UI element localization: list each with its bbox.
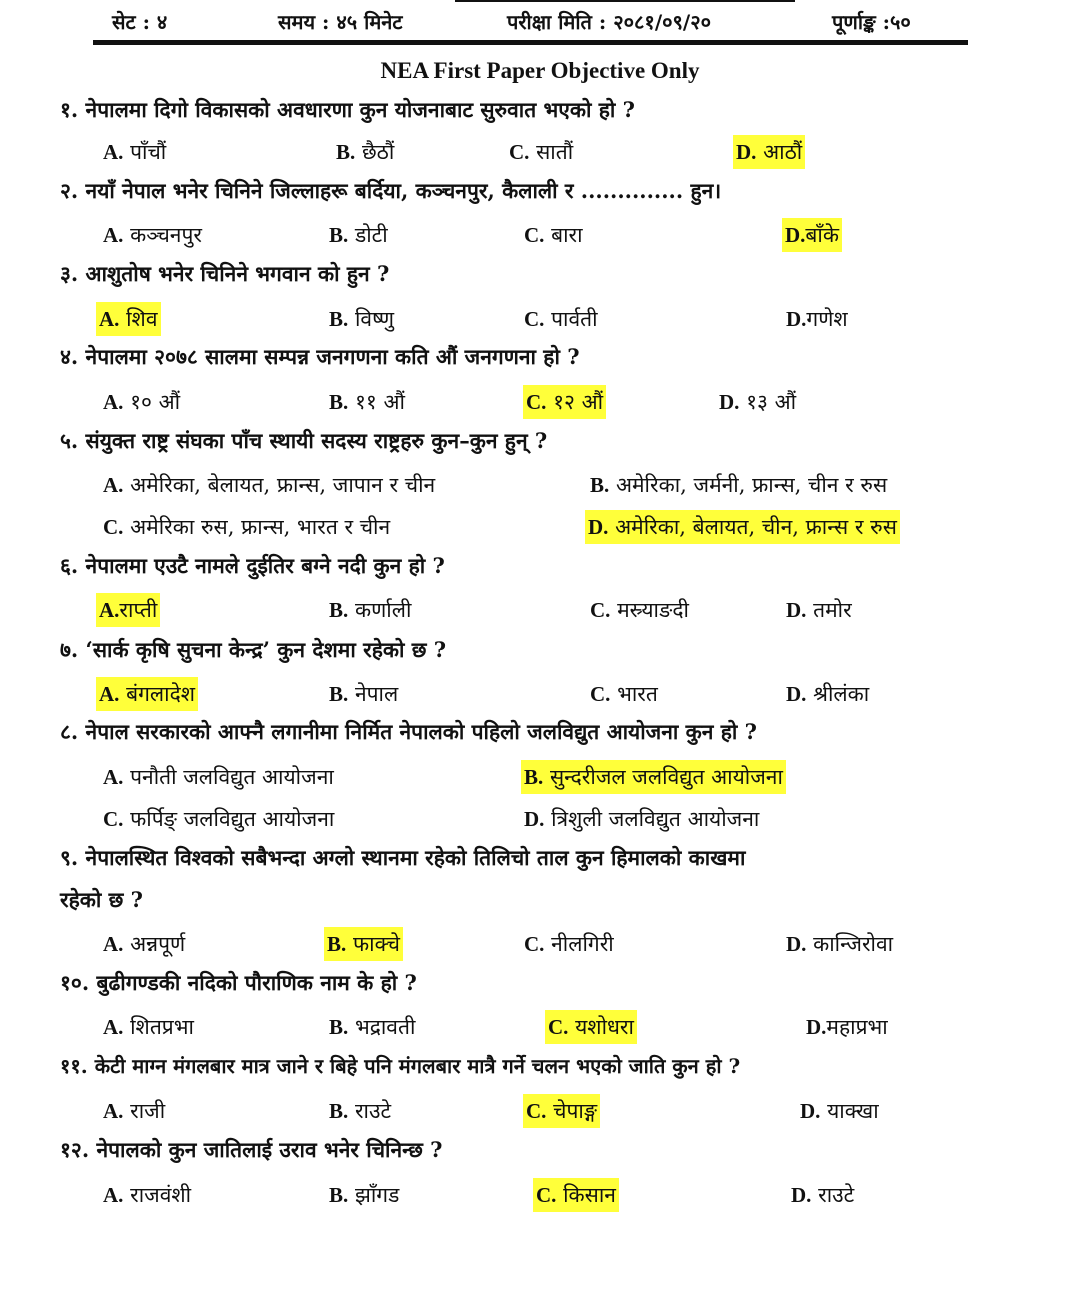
q10-option-b (326, 1010, 418, 1044)
option-letter: D. (786, 682, 807, 706)
option-letter: D. (719, 390, 740, 414)
set-label: सेट : ४ (112, 10, 168, 34)
option-text: सुन्दरीजल जलविद्युत आयोजना (549, 765, 783, 789)
q12-option-d (788, 1178, 857, 1212)
option-letter: B. (590, 473, 610, 497)
question-9: ९. नेपालस्थित विश्वको सबैभन्दा अग्लो स्थानमा रहेको तिलिचो ताल कुन हिमालको काखमा (60, 845, 746, 870)
option-letter: D. (791, 1183, 812, 1207)
option-letter: D. (800, 1099, 821, 1123)
q1-option-b (333, 135, 397, 169)
option-text: श्रीलंका (813, 682, 870, 706)
option-letter: A. (99, 598, 120, 622)
option-text: पार्वती (551, 307, 598, 331)
option-text: १२ औं (553, 390, 604, 414)
option-letter: C. (524, 223, 545, 247)
option-text: राजवंशी (130, 1183, 192, 1207)
option-letter: C. (524, 932, 545, 956)
q2-option-d-answer (782, 218, 842, 252)
option-letter: C. (103, 807, 124, 831)
q7-option-d (783, 677, 872, 711)
q3-option-a-answer (96, 302, 161, 336)
option-letter: B. (329, 223, 349, 247)
q5-option-a (100, 468, 438, 502)
option-letter: A. (99, 682, 120, 706)
option-text: तमोर (813, 598, 852, 622)
option-letter: A. (103, 1099, 124, 1123)
q2-option-c (521, 218, 586, 252)
question-7: ७. ‘सार्क कृषि सुचना केन्द्र’ कुन देशमा रहेको छ ? (60, 637, 447, 662)
option-letter: C. (524, 307, 545, 331)
option-text: आठौं (763, 140, 803, 164)
q4-option-a (100, 385, 183, 419)
option-text: बाँके (805, 223, 839, 247)
q6-option-b (326, 593, 414, 627)
q9-option-b-answer (324, 927, 403, 961)
q11-option-b (326, 1094, 394, 1128)
option-text: किसान (563, 1183, 616, 1207)
q6-option-a-answer (96, 593, 160, 627)
option-letter: D. (786, 307, 807, 331)
exam-date-label: परीक्षा मिति : २०८१/०९/२० (507, 10, 712, 34)
option-text: भारत (617, 682, 658, 706)
option-text: कर्णाली (354, 598, 412, 622)
option-letter: B. (329, 1099, 349, 1123)
option-text: चेपाङ्ग (553, 1099, 598, 1123)
option-text: फर्पिङ् जलविद्युत आयोजना (130, 807, 335, 831)
option-text: सातौं (536, 140, 574, 164)
option-letter: A. (103, 390, 124, 414)
q5-option-d-answer (585, 510, 900, 544)
q3-option-d (783, 302, 851, 336)
option-text: अमेरिका, बेलायत, फ्रान्स, जापान र चीन (130, 473, 436, 497)
option-letter: C. (526, 1099, 547, 1123)
option-letter: C. (103, 515, 124, 539)
option-text: राजी (130, 1099, 166, 1123)
q8-option-d (521, 802, 762, 836)
option-letter: A. (103, 473, 124, 497)
q9-option-c (521, 927, 617, 961)
option-letter: A. (103, 932, 124, 956)
option-text: अन्नपूर्ण (130, 932, 186, 956)
question-9-continued: रहेको छ ? (60, 887, 143, 912)
option-letter: A. (103, 1183, 124, 1207)
option-text: याक्खा (827, 1099, 879, 1123)
option-letter: C. (509, 140, 530, 164)
option-text: राउटे (818, 1183, 855, 1207)
option-text: १० औं (130, 390, 181, 414)
option-letter: D. (786, 932, 807, 956)
q1-option-a (100, 135, 169, 169)
q10-option-a (100, 1010, 197, 1044)
option-letter: B. (336, 140, 356, 164)
question-6: ६. नेपालमा एउटै नामले दुईतिर बग्ने नदी कुन हो ? (60, 553, 445, 578)
option-text: पनौती जलविद्युत आयोजना (130, 765, 334, 789)
q10-option-c-answer (545, 1010, 637, 1044)
option-letter: D. (588, 515, 609, 539)
option-letter: D. (736, 140, 757, 164)
q9-option-a (100, 927, 188, 961)
q8-option-a (100, 760, 337, 794)
option-letter: B. (329, 1015, 349, 1039)
option-letter: A. (103, 140, 124, 164)
question-3: ३. आशुतोष भनेर चिनिने भगवान को हुन ? (60, 261, 390, 286)
option-letter: C. (526, 390, 547, 414)
option-text: अमेरिका, जर्मनी, फ्रान्स, चीन र रुस (615, 473, 888, 497)
q11-option-d (797, 1094, 882, 1128)
option-text: बंगलादेश (126, 682, 196, 706)
option-letter: B. (327, 932, 347, 956)
question-1: १. नेपालमा दिगो विकासको अवधारणा कुन योजनाबाट सुरुवात भएको हो ? (60, 97, 635, 122)
question-4: ४. नेपालमा २०७८ सालमा सम्पन्न जनगणना कति औं जनगणना हो ? (60, 344, 580, 369)
option-text: राउटे (354, 1099, 392, 1123)
q12-option-a (100, 1178, 194, 1212)
q11-option-c-answer (523, 1094, 600, 1128)
option-text: फाक्चे (352, 932, 400, 956)
q9-option-d (783, 927, 896, 961)
option-text: नेपाल (354, 682, 399, 706)
q11-option-a (100, 1094, 168, 1128)
question-10: १०. बुढीगण्डकी नदिको पौराणिक नाम के हो ? (60, 970, 417, 995)
option-letter: B. (329, 307, 349, 331)
top-thin-rule (455, 0, 795, 2)
option-text: महाप्रभा (826, 1015, 888, 1039)
option-text: छैठौं (361, 140, 395, 164)
time-label: समय : ४५ मिनेट (278, 10, 403, 34)
option-letter: C. (536, 1183, 557, 1207)
option-text: १३ औं (746, 390, 797, 414)
option-text: विष्णु (354, 307, 395, 331)
question-8: ८. नेपाल सरकारको आफ्नै लगानीमा निर्मित नेपालको पहिलो जलविद्युत आयोजना कुन हो ? (60, 719, 757, 744)
option-text: मस्र्याङदी (617, 598, 689, 622)
option-text: पाँचौं (130, 140, 167, 164)
option-text: अमेरिका, बेलायत, चीन, फ्रान्स र रुस (615, 515, 897, 539)
q12-option-b (326, 1178, 402, 1212)
page-title: NEA First Paper Objective Only (380, 58, 700, 83)
option-text: कान्जिरोवा (813, 932, 894, 956)
q5-option-b (587, 468, 890, 502)
option-text: ११ औं (354, 390, 405, 414)
option-text: झाँगड (354, 1183, 400, 1207)
option-text: त्रिशुली जलविद्युत आयोजना (551, 807, 760, 831)
q6-option-d (783, 593, 855, 627)
option-text: अमेरिका रुस, फ्रान्स, भारत र चीन (130, 515, 391, 539)
header-rule (93, 40, 968, 45)
option-letter: A. (99, 307, 120, 331)
question-12: १२. नेपालको कुन जातिलाई उराव भनेर चिनिन्छ ? (60, 1137, 443, 1162)
option-letter: B. (524, 765, 544, 789)
q2-option-b (326, 218, 391, 252)
q7-option-c (587, 677, 661, 711)
q3-option-b (326, 302, 397, 336)
option-letter: B. (329, 682, 349, 706)
option-letter: D. (524, 807, 545, 831)
q8-option-b-answer (521, 760, 786, 794)
q8-option-c (100, 802, 337, 836)
option-letter: B. (329, 1183, 349, 1207)
option-text: डोटी (354, 223, 388, 247)
q2-option-a (100, 218, 205, 252)
q7-option-a-answer (96, 677, 198, 711)
option-letter: D. (785, 223, 806, 247)
option-text: राप्ती (119, 598, 158, 622)
option-text: यशोधरा (575, 1015, 634, 1039)
option-text: कञ्चनपुर (130, 223, 202, 247)
q7-option-b (326, 677, 401, 711)
q12-option-c-answer (533, 1178, 619, 1212)
option-text: गणेश (806, 307, 848, 331)
option-letter: D. (786, 598, 807, 622)
question-2: २. नयाँ नेपाल भनेर चिनिने जिल्लाहरू बर्दिया, कञ्चनपुर, कैलाली र .............. हुन। (60, 178, 722, 203)
option-letter: A. (103, 765, 124, 789)
option-text: शितप्रभा (130, 1015, 194, 1039)
option-text: बारा (551, 223, 583, 247)
option-letter: A. (103, 1015, 124, 1039)
q4-option-c-answer (523, 385, 606, 419)
option-text: भद्रावती (354, 1015, 416, 1039)
option-letter: B. (329, 390, 349, 414)
option-letter: C. (548, 1015, 569, 1039)
q4-option-b (326, 385, 408, 419)
option-letter: B. (329, 598, 349, 622)
option-text: शिव (126, 307, 158, 331)
q4-option-d (716, 385, 799, 419)
option-letter: A. (103, 223, 124, 247)
option-text: नीलगिरी (551, 932, 614, 956)
question-11: ११. केटी माग्न मंगलबार मात्र जाने र बिहे पनि मंगलबार मात्रै गर्ने चलन भएको जाति कुन हो ? (60, 1054, 741, 1078)
question-5: ५. संयुक्त राष्ट्र संघका पाँच स्थायी सदस्य राष्ट्रहरु कुन–कुन हुन् ? (60, 428, 548, 453)
full-marks-label: पूर्णाङ्क :५० (832, 10, 911, 34)
q6-option-c (587, 593, 692, 627)
q10-option-d (803, 1010, 891, 1044)
q3-option-c (521, 302, 601, 336)
q1-option-c (506, 135, 576, 169)
q1-option-d-answer (733, 135, 805, 169)
option-letter: C. (590, 598, 611, 622)
q5-option-c (100, 510, 393, 544)
option-letter: D. (806, 1015, 827, 1039)
option-letter: C. (590, 682, 611, 706)
